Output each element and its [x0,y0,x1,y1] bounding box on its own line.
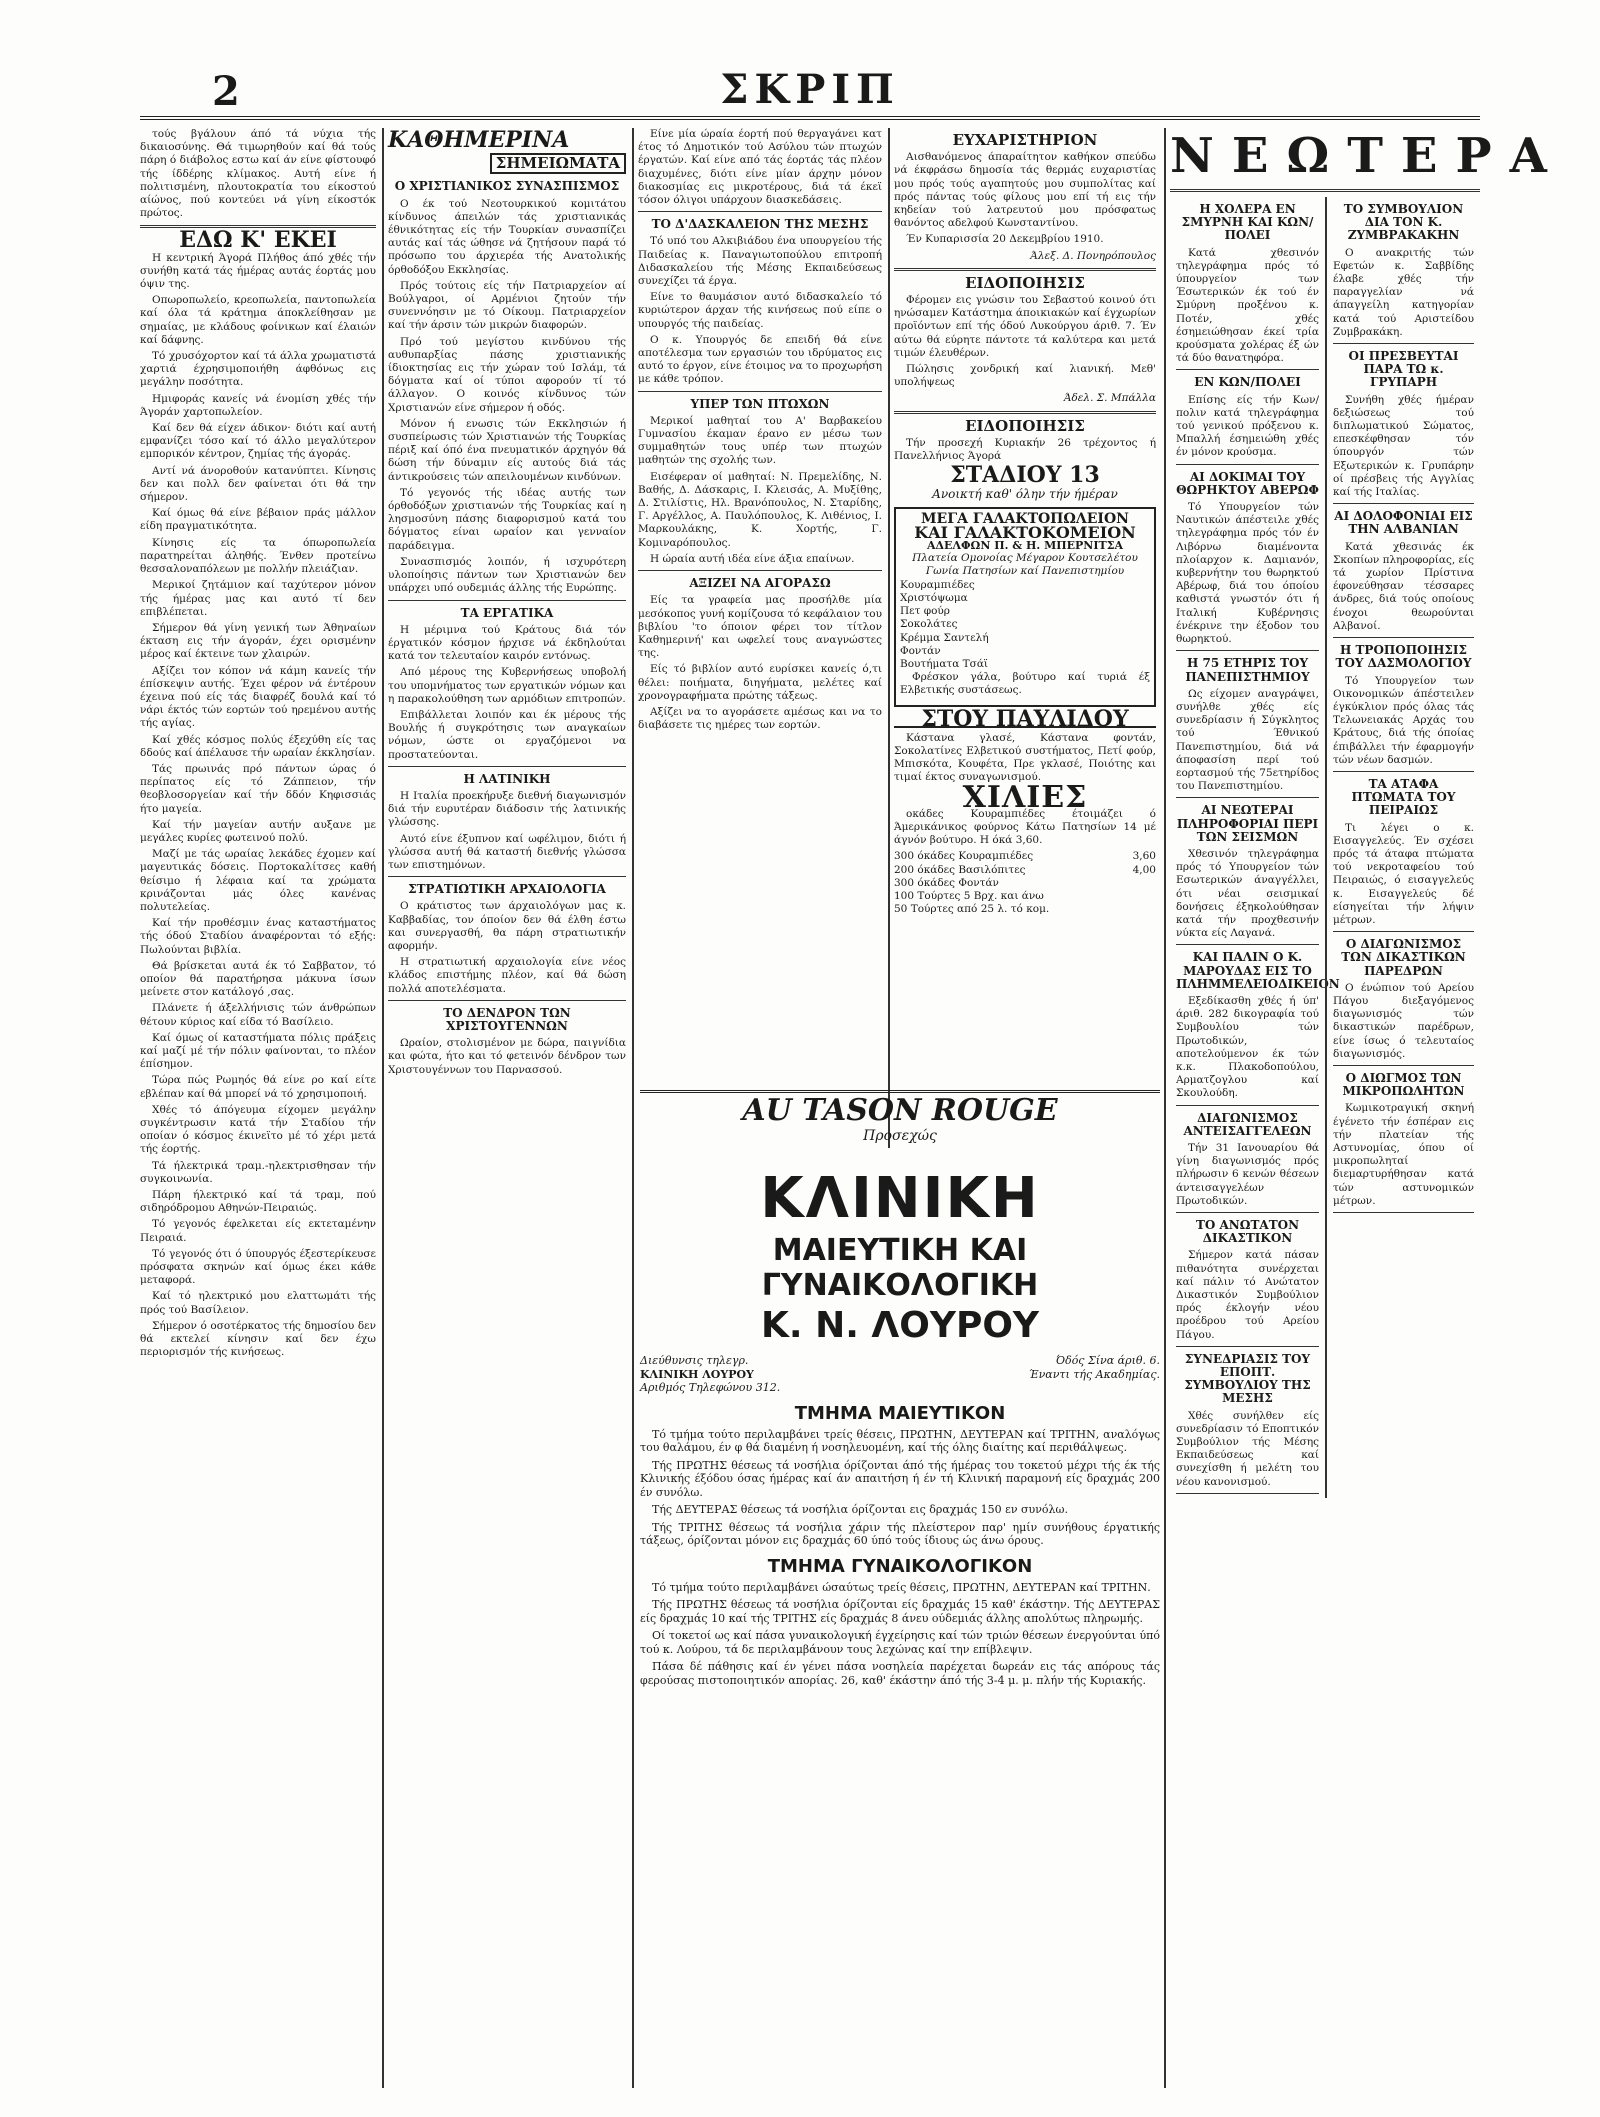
paragraph: Καί όμως οί καταστήματα πόλις πράξεις καί μαζί μέ τήν πόλιν φαίνονται, το πλέον έπίσημον. [140,1031,376,1071]
clinic-phone: Αριθμός Τηλεφώνου 312. [640,1381,781,1394]
section-heading: Ο ΧΡΙΣΤΙΑΝΙΚΟΣ ΣΥΝΑΣΠΙΣΜΟΣ [394,179,620,194]
notice2-text: Τήν προσεχή Κυριακήν 26 τρέχοντος ή Πανελλήνιος Άγορά [894,436,1156,463]
paragraph: Μερικοί ζητάμιον καί ταχύτερον μόνον τής ήμέρας μας και αυτό τί δεν επιβλέπεται. [140,579,376,618]
list-item: Βουτήματα Τσάϊ [900,657,989,670]
thanks-heading: ΕΥΧΑΡΙΣΤΗΡΙΟΝ [952,131,1098,149]
clinic-contact-row [640,1354,1160,1368]
paragraph: Τό υπό του Αλκιβιάδου ένα υπουργείου τής Παιδείας κ. Παναγιωτοπούλου επιτροπή Διδασκαλείου τής Μέσης Εκπαιδεύσεως συνεχίζει τά έργα. [638,235,882,288]
news-heading: Ο ΔΙΑΓΩΝΙΣΜΟΣ ΤΩΝ ΔΙΚΑΣΤΙΚΩΝ ΠΑΡΕΔΡΩΝ [1341,937,1466,978]
column-rule [1164,128,1166,2088]
paragraph: Αξίζει να το αγοράσετε αμέσως και να το διαβάσετε τις ημέρες των εορτών. [638,705,882,732]
list-item: Χριστόψωμα [900,591,968,604]
paragraph: Η στρατιωτική αρχαιολογία είνε νέος κλάδος επιστήμης πλέον, καί θά δώση πολλά αποτελέσματα. [388,956,626,995]
milk-heading-2: ΚΑΙ ΓΑΛΑΚΤΟΚΟΜΕΙΟΝ [914,522,1136,542]
column-4 [894,128,1156,1152]
paragraph: Επιβάλλεται λοιπόν και έκ μέρους τής Βουλής ή συγκρότησις των αναγκαίων νόμων, ώστε οι εργαζόμενοι να προστατεύονται. [388,708,626,761]
paragraph: Ο κ. Υπουργός δε επειδή θά είνε αποτέλεσμα των εργασιών του ιδρύματος εις αυτό το έργον, είνε έτοιμος να το προχωρήση με κάθε τρόπον. [638,333,882,386]
news-text: Επίσης είς τήν Κων/πολιν κατά τηλεγράφημα τού γενικού πρόξενου κ. Μπαλλή έσημειώθη χθές έν μόνον κρούσμα. [1176,393,1319,459]
clinic-contact-row [640,1368,1160,1382]
milk-items-list [900,579,1150,671]
col2-section5-paragraphs [388,1037,626,1077]
clinic-s1-p2: Τής ΠΡΩΤΗΣ θέσεως τά νοσήλια όρίζονται άπό τής ήμέρας του τοκετού μέχρι τής έκ τής Κλινικής έξόδου όσας ήμέρας καί άν απαιτήση ή έν τή Κλινική παραμονή είς δραχμάς 200 έν συνόλω. [640,1458,1160,1499]
paragraph: Καί δεν θά είχεν άδικον· διότι καί αυτή εμφανίζει τόσο καί τό άλλο μεγαλύτερον εμπορικόν κέντρον, ζημίας τής άγοράς. [140,422,376,461]
news-text: Κωμικοτραγική σκηνή έγένετο τήν έσπέραν εις τήν πλατείαν τής Αστυνομίας, όπου οί μικροπωληταί διεμαρτυρήθησαν κατά τών αστυνομικών μέτρων. [1333,1102,1474,1207]
column-2 [388,128,626,2088]
col2-section1-paragraphs [388,198,626,596]
news-heading: ΕΝ ΚΩΝ/ΠΟΛΕΙ [1194,375,1301,390]
paragraph: Καί χθές κόσμος πολύς έξεχύθη είς τας δδούς καί άπέλαυσε τήν ωραίαν έκκλησίαν. [140,733,376,759]
section-heading: ΑΞΙΖΕΙ ΝΑ ΑΓΟΡΑΣΩ [689,576,831,591]
xilies-price-list [894,850,1156,916]
news-heading: ΤΟ ΑΝΩΤΑΤΟΝ ΔΙΚΑΣΤΙΚΟΝ [1195,1218,1300,1246]
paragraph: Μαζί με τάς ωραίας λεκάδες έχομεν καί μαγευτικάς δόσεις. Πορτοκαλίτσες καθή θείσιμο ή λέφαια καί τα χρώματα κρινάζονται μάς όλες κανένας πολυτελείας. [140,848,376,913]
paragraph: Η ώραία αυτή ιδέα είνε άξια επαίνων. [650,552,855,565]
neotera-right-column [1325,197,1480,1498]
price-row [894,903,1156,916]
news-text: Ο ανακριτής τών Εφετών κ. Σαββίδης έλαβε χθές τήν παραγγελίαν νά άπαγγείλη κατηγορίαν κατά τού Αριστείδου Ζυμβρακάκη. [1333,246,1474,338]
news-text: Τό Υπουργείον τών Ναυτικών άπέστειλε χθές τηλεγράφημα πρός τόν έν Λιβόρνω διαμένοντα πλοίαρχον κ. Δαμιανόν, κυβερνήτην του θωρηκτού Αβέρωφ, διά του όποίου καθιστά γνωστόν ότι ή Ιταλική Κυβέρνησις ένέκρινε την έξοδον του θωρηκτού. [1176,501,1319,646]
section-heading: ΤΟ Δ'ΔΑΣΚΑΛΕΙΟΝ ΤΗΣ ΜΕΣΗΣ [651,217,869,232]
col3-section3-paragraphs [638,594,882,732]
paragraph: Αξίζει τον κόπον νά κάμη κανείς τήν έπίσκεψιν αυτής. Έχει φέρον νά έντέρουν έχεινα πού είς τάς διαφρέζ δουλά καί τό νάρι έκτός τών εορτών τού ηρεμένου αυτής τής αγίας. [140,664,376,730]
news-text: Εξεδίκασθη χθές ή ύπ' άριθ. 282 δικογραφία τού Συμβουλίου τών Πρωτοδικών, αποτελούμενον έκ τών κ.κ. Πλακοδοπούλου, Αρματζογλου καί Σκουλούδη. [1176,994,1319,1100]
milk-note: Φρέσκον γάλα, βούτυρο καί τυριά έξ Ελβετικής συστάσεως. [900,671,1150,697]
kathimerina-heading: ΚΑΘΗΜΕΡΙΝΑ [388,127,570,153]
paragraph: Πρό τού μεγίστου κινδύνου τής αυθυπαρξίας πάσης χριστιανικής ίδιοκτησίας εις τήν χώραν τού Ισλάμ, τά δόγματα καί οί τύποι αφορούν τί τό άλλαγον. Ο κοινός κίνδυνος τών Χριστιανών είνε σήμερον ή οδός. [388,335,626,414]
list-item: Σοκολάτες [900,618,958,631]
paragraph: Τό γεγονός τής ιδέας αυτής των όρθοδόξων χριστιανών τής Τουρκίας καί η λησμοσύνη πάσης διαφορισμού κατά του δόγματος είναι ωραίον και γενναίον παράδειγμα. [388,486,626,552]
list-item: Κουραμπιέδες [900,578,975,591]
price-row [894,864,1156,877]
paragraph: Η κεντρική Άγορά Πλήθος άπό χθές τήν συνήθη κατά τάς ήμέρας αυτάς έορτάς μου όψιν της. [140,251,376,291]
news-heading: ΟΙ ΠΡΕΣΒΕΥΤΑΙ ΠΑΡΑ ΤΩ κ. ΓΡΥΠΑΡΗ [1348,349,1459,390]
paragraph: Καί τό ηλεκτρικό μου ελαττωμάτι τής πρός τού Βασίλειον. [140,1290,376,1316]
column-rule [632,128,634,2088]
list-item: Πετ φούρ [900,605,950,618]
paragraph: Η Ιταλία προεκήρυξε διεθνή διαγωνισμόν διά τήν ευρυτέραν διάδοσιν τής λατινικής γλώσσης. [388,789,626,829]
paragraph: Καί τήν μαγείαν αυτήν αυξανε με μεγάλες κυρίες φωτεινού πολύ. [140,818,376,844]
paragraph: Καί όμως θά είνε βέβαιον πράς μάλλον είδη πραγματικότητα. [140,507,376,533]
paragraph: Συνασπισμός λοιπόν, ή ισχυρότερη υλοποίησις πάντων των Χριστιανών δεν υπάρχει υπό ουδεμιάς άλλης τής Ευρώπης. [388,555,626,595]
clinic-contact-row [640,1381,1160,1395]
price-label: 300 όκάδες Κουραμπιέδες [894,850,1034,863]
news-text: Χθές συνήλθεν είς συνεδρίασιν τό Εποπτικόν Συμβούλιον τής Μέσης Εκπαιδεύσεως καί συνεχίσθη ή μελέτη του νέου κανονισμού. [1176,1409,1319,1488]
milk-owners: ΑΔΕΛΦΩΝ Π. & Η. ΜΠΕΡΝΙΤΣΑ [926,539,1124,553]
news-heading: Η ΤΡΟΠΟΠΟΙΗΣΙΣ ΤΟΥ ΔΑΣΜΟΛΟΓΙΟΥ [1335,643,1472,671]
xilies-text: οκάδες Κουραμπιέδες έτοιμάζει ό Άμερικάνικος φούρνος Κάτω Πατησίων 14 μέ άγνόν βούτυρο. Η όκά 3,60. [894,807,1156,847]
neotera-title: ΝΕΩΤΕΡΑ [1170,128,1565,184]
clinic-address-2: Έναντι τής Ακαδημίας. [1028,1367,1160,1381]
paragraph: Τώρα πώς Ρωμηός θά είνε ρο καί είτε εβλέπαν καί θά μπορεί νά τό χρησιμοποιή. [140,1074,376,1100]
list-item: Κρέμμα Σαντελή [900,631,989,644]
paragraph: Σήμερον ό οσοτέρκατος τής δημοσίου δεν θά εκτελεί κίνησιν καί δεν έχω περιορισμόν τής κινήσεως. [140,1319,376,1359]
price-row [894,850,1156,863]
paragraph: Είς τό βιβλίον αυτό ευρίσκει κανείς ό,τι θέλει: ποιήματα, διηγήματα, μελέτες καί χρονογραφήματα πρώτης τάξεως. [638,663,882,702]
paragraph: Από μέρους της Κυβερνήσεως υποβολή του υπομνήματος των εργατικών νόμων και η παρακολούθηση των αρμόδιων επιτροπών. [388,666,626,705]
paragraph: Μερικοί μαθηταί του Α' Βαρβακείου Γυμνασίου έκαμαν έρανο εν μέσω των συμμαθητών τους υπέρ των πτωχών μαθητών της σχολής των. [638,414,882,467]
clinic-type: ΜΑΙΕΥΤΙΚΗ ΚΑΙ ΓΥΝΑΙΚΟΛΟΓΙΚΗ [761,1233,1039,1303]
clinic-telegraph-label: Διεύθυνσις τηλεγρ. [640,1354,749,1367]
news-text: Ο ένώπιον τού Αρείου Πάγου διεξαγόμενος διαγωνισμός τών δικαστικών παρέδρων, είνε ίσως ό τελευταίος διαγωνισμός. [1333,981,1474,1060]
news-text: Τό Υπουργείον των Οικονομικών άπέστειλεν έγκύκλιον πρός όλας τάς Τελωνειακάς Αρχάς του Κράτους, διά τής όποίας έπιβάλλει τήν έφαρμογήν τών νέων δασμών. [1333,674,1474,766]
paragraph: Τάς πρωινάς πρό πάντων ώρας ό περίπατος είς τό Ζάππειον, τήν θεοβλοσοργείαν καί τήν δδόν Κηφισσιάς ήτο μαγεία. [140,762,376,815]
xilies-heading: ΧΙΛΙΕΣ [962,779,1088,815]
news-heading: ΣΥΝΕΔΡΙΑΣΙΣ ΤΟΥ ΕΠΟΠΤ. ΣΥΜΒΟΥΛΙΟΥ ΤΗΣ ΜΕΣΗΣ [1184,1351,1311,1406]
paragraph: Τό γεγονός έφελκεται είς εκτεταμένην Πειραιά. [140,1218,376,1244]
paragraph: Ωραίον, στολισμένον με δώρα, παιγνίδια και φώτα, ήτο και τό φετεινόν δένδρον των Χριστουγέννων του Παρνασσού. [388,1037,626,1076]
paragraph: Καί τήν προθέσμιν ένας καταστήματος τής όδού Σταδίου άναφέρονται τό εξής: Πωλούνται βιβλία. [140,917,376,956]
news-text: Κατά χθεσινάς έκ Σκοπίων πληροφορίας, είς τά χωρίον Πρίστινα έφονεύθησαν τέσσαρες άνδρες, διά τούς οποίους ένοχοι θεωρούνται Αλβανοί. [1333,540,1474,632]
price-value: 3,60 [1132,850,1156,863]
news-heading: ΑΙ ΔΟΛΟΦΟΝΙΑΙ ΕΙΣ ΤΗΝ ΑΛΒΑΝΙΑΝ [1334,509,1473,537]
news-heading: ΚΑΙ ΠΑΛΙΝ Ο Κ. ΜΑΡΟΥΔΑΣ ΕΙΣ ΤΟ ΠΛΗΜΜΕΛΕΙΟΔΙΚΕΙΟΝ [1176,950,1340,991]
page-number: 2 [212,68,240,115]
section-heading: Η ΛΑΤΙΝΙΚΗ [463,771,551,786]
clinic-section-heading: ΤΜΗΜΑ ΓΥΝΑΙΚΟΛΟΓΙΚΟΝ [767,1555,1033,1577]
col1-intro: τούς βγάλουν άπό τά νύχια τής δικαιοσύνης. Θά τιμωρηθούν καί θά τούς πάρη ό διάβολος εστω καί άν είνε φίστουφό τής ίδδέρης κλίμακος. Αυτή είνε ή πολιτισμένη, πλουτοκρατία του είκοστού αίώνος, πού κοντεύει νά γίνη είκοστόκ πρώτος. [140,128,376,220]
paragraph: Είνε το θαυμάσιον αυτό διδασκαλείο τό κυριώτερον άρχαν τής κινήσεως πού είπε ο υπουργός τής παιδείας. [638,291,882,330]
notice-text: Φέρομεν εις γνώσιν του Σεβαστού κοινού ότι ηνώσαμεν Κατάστημα άποικιακών καί έγχωρίων προϊόντων επί τής όδού Λυκούργου άριθ. 7. Έν αύτω θά εύρητε πάντοτε τά καλύτερα και μετά τιμών έλευθέρων. [894,294,1156,359]
paulidou-heading: ΣΤΟΥ ΠΑΥΛΙΔΟΥ [894,713,1156,728]
price-label: 50 Τούρτες από 25 λ. τό κομ. [894,903,1050,916]
clinic-section-heading: ΤΜΗΜΑ ΜΑΙΕΥΤΙΚΟΝ [794,1402,1006,1424]
paragraph: Ο κράτιστος των άρχαιολόγων μας κ. Καββαδίας, τον όποίον δεν θά έλθη έστω και συνεργασθή, θα πάρη στρατιωτικήν αφορμήν. [388,900,626,952]
paragraph: Μόνον ή ενωσις τών Εκκλησιών ή συσπείρωσις τών Χριστιανών τής Τουρκίας πέριξ καί όπό ένα πνευματικόν άρχηγόν θά δώση τήν δύναμιν είς αυτούς διά τάς άντικρούσεις τών απειλουμένων κινδύνων. [388,417,626,483]
rouge-sub: Προσεχώς [863,1128,937,1144]
paragraph: Ο έκ τού Νεοτουρκικού κομιτάτου κίνδυνος άπειλών τάς χριστιανικάς έθνικότητας είς τήν Τουρκίαν συνασπίζει αυτάς καί τάς ώθησε νά ζητήσουν παρά τό πρόσωπο του άρχιερέα τής Ανατολικής όρθοδόξου Εκκλησίας. [388,197,626,276]
col2-section2-paragraphs [388,624,626,762]
paragraph: Αντί νά άνοροθούν κατανύπτει. Κίνησις δεν και πολλ δεν φαίνεται ότι θά την σήμερον. [140,464,376,504]
section-heading: ΣΤΡΑΤΙΩΤΙΚΗ ΑΡΧΑΙΟΛΟΓΙΑ [408,882,606,897]
price-value: 4,00 [1132,863,1156,876]
news-text: Σήμερον κατά πάσαν πιθανότητα συνέρχεται καί πάλιν τό Ανώτατον Δικαστικόν Συμβούλιον πρός έκλογήν νέου προέδρου τού Αρείου Πάγου. [1176,1249,1319,1341]
notice-note: Πώλησις χονδρική καί λιανική. Μεθ' υπολήψεως [894,363,1156,389]
edo-kekei-heading: ΕΔΩ Κ' ΕΚΕΙ [179,227,337,254]
clinic-s2-p2: Τής ΠΡΩΤΗΣ θέσεως τά νοσήλια όρίζονται είς δραχμάς 15 καθ' έκάστην. Τής ΔΕΥΤΕΡΑΣ είς δραχμάς 10 καί τής ΤΡΙΤΗΣ είς δραχμάς 8 άνευ ούδεμιάς άλλης απολύτως πληρωμής. [640,1598,1160,1625]
col2-section3-paragraphs [388,790,626,872]
news-heading: Ο ΔΙΩΓΜΟΣ ΤΩΝ ΜΙΚΡΟΠΩΛΗΤΩΝ [1342,1070,1465,1099]
news-heading: ΑΙ ΝΕΩΤΕΡΑΙ ΠΛΗΡΟΦΟΡΙΑΙ ΠΕΡΙ ΤΩΝ ΣΕΙΣΜΩΝ [1176,803,1319,844]
paragraph: Η μέριμνα τού Κράτους διά τόν έργατικόν κόσμον ήρχισε νά έκδηλούται κατά τον τελευταίον καιρόν εντόνως. [388,623,626,663]
thanks-text: Αισθανόμενος άπαραίτητον καθήκον σπεύδω νά έκφράσω δημοσία τάς θερμάς ευχαριστίας μου πρός τούς αγαπητούς μου συμπολίτας καί πρός πάντας τούς φίλους μου επί τή εις τήν κηδείαν τού λατρευτού μου πρόσφατως θανόντος αδελφού Κωνσταντίνου. [894,151,1156,230]
news-text: Τήν 31 Ιανουαρίου θά γίνη διαγωνισμός πρός πλήρωσιν 6 κενών θέσεων άντεισαγγελέων Πρωτοδικών. [1176,1142,1319,1207]
clinic-s2-p4: Πάσα δέ πάθησις καί έν γένει πάσα νοσηλεία παρέχεται δωρεάν εις τάς απόρους τάς φερούσας πιστοποιητικόν απορίας. 26, καθ' έκάστην άπό τής 3-4 μ. μ. πλήν τής Κυριακής. [640,1660,1160,1687]
news-heading: ΤΑ ΑΤΑΦΑ ΠΤΩΜΑΤΑ ΤΟΥ ΠΕΙΡΑΙΩΣ [1351,776,1456,818]
news-heading: ΑΙ ΔΟΚΙΜΑΙ ΤΟΥ ΘΩΡΗΚΤΟΥ ΑΒΕΡΩΦ [1176,469,1319,497]
stadiou-heading: ΣΤΑΔΙΟΥ 13 [950,462,1100,489]
clinic-address: Όδός Σίνα άριθ. 6. [1055,1354,1160,1367]
milk-heading: ΜΕΓΑ ΓΑΛΑΚΤΟΠΩΛΕΙΟΝ [921,510,1129,527]
news-text: Συνήθη χθές ήμέραν δεξιώσεως τού διπλωματικού Σώματος, επεσκέφθησαν τόν ύπουργόν τών Εξωτερικών κ. Γρυπάρην οί πρέσβεις τής Αγγλίας καί τής Ιταλίας. [1333,393,1474,499]
column-3 [638,128,882,1152]
news-heading: Η ΧΟΛΕΡΑ ΕΝ ΣΜΥΡΝΗ ΚΑΙ ΚΩΝ/ΠΟΛΕΙ [1181,202,1314,243]
col2-section4-paragraphs [388,900,626,995]
news-text: Ως είχομεν αναγράψει, συνήλθε χθές είς συνεδρίασιν ή Σύγκλητος τού Έθνικού Πανεπιστημίου, διά νά άποφασίση περί τού εορτασμού τής 75ετηρίδος του Πανεπιστημίου. [1176,687,1319,793]
clinic-doctor: Κ. Ν. ΛΟΥΡΟΥ [760,1305,1040,1346]
neotera-left-column [1170,197,1340,1498]
milk-address-2: Γωνία Πατησίων καί Πανεπιστημίου [925,565,1125,578]
paragraph: Τά ήλεκτρικά τραμ.-ηλεκτρισθησαν τήν συγκοινωνία. [140,1159,376,1185]
column-rule [888,128,890,1148]
paragraph: Ημιφοράς κανείς νά ένομίση χθές τήν Άγοράν χαρτοπωλείον. [140,392,376,418]
price-row [894,877,1156,890]
section-heading: ΤΟ ΔΕΝΔΡΟΝ ΤΩΝ ΧΡΙΣΤΟΥΓΕΝΝΩΝ [443,1005,571,1033]
neotera-section [1170,128,1565,2088]
paragraph: Είς τα γραφεία μας προσήλθε μία μεσόκοπος γυνή κομίζουσα τό κεφάλαιον του βιβλίου 'το όποιον φέρει τον τίτλον Καθημερινή' και ωφελεί τους αναγνώστες της. [638,594,882,660]
news-heading: ΔΙΑΓΩΝΙΣΜΟΣ ΑΝΤΕΙΣΑΓΓΕΛΕΩΝ [1183,1110,1312,1138]
section-heading: ΤΑ ΕΡΓΑΤΙΚΑ [460,605,554,620]
price-label: 200 όκάδες Βασιλόπιτες [894,863,1026,876]
paragraph: Τό γεγονός ότι ό ύπουργός έξεστερίκευσε πρόσφατα σκηνών καί όμως έκει κάθε μεταφορά. [140,1247,376,1287]
column-1 [140,128,376,2088]
price-row [894,890,1156,903]
thanks-signature: Άλεξ. Δ. Πονηρόπουλος [1030,249,1156,262]
paragraph: Πάρη ήλεκτρικό καί τά τραμ, πού σιδηρόδρομου Αθηνών-Πειραιώς. [140,1189,376,1215]
clinic-s1-text: Τό τμήμα τούτο περιλαμβάνει τρείς θέσεις, ΠΡΩΤΗΝ, ΔΕΥΤΕΡΑΝ καί ΤΡΙΤΗΝ, αναλόγως του θαλάμου, έν φ θά διαμένη ή νοσηλευομένη, καί τής όλης διαίτης καί περιθάλψεως. [640,1427,1160,1454]
notice-signature: Άδελ. Σ. Μπάλλα [1063,392,1156,405]
news-text: Τι λέγει ο κ. Εισαγγελεύς. Έν σχέσει πρός τά άταφα πτώματα τού νεκροταφείου τού Πειραιώς, ό εισαγγελεύς κ. Εισαγγελεύς δέ είσηγείται τήν λήψιν μέτρων. [1333,821,1474,926]
col3-section2-paragraphs [638,415,882,566]
news-text: Χθεσινόν τηλεγράφημα πρός τό Υπουργείον τών Εσωτερικών άναγγέλλει, ότι νέαι σεισμικαί δονήσεις έξηκολούθησαν κατά τήν προχθεσινήν νύκτα είς Λαγανά. [1176,847,1319,940]
paragraph: Κίνησις είς τα όπωροπωλεία παρατηρείται άληθής. Ένθεν προτείνω θεσσαλοναπόλεων με πολλήν πλειάζιαν. [140,536,376,576]
clinic-telegraph: ΚΛΙΝΙΚΗ ΛΟΥΡΟΥ [640,1367,754,1381]
rouge-title: AU TASON ROUGE [742,1093,1058,1128]
column-rule [382,128,384,2088]
paragraph: Πρός τούτοις είς τήν Πατριαρχείον αί Βούλγαροι, οί Αρμένιοι ζητούν τήν συνεννόησιν με τό Οίκουμ. Πατριαρχείον καί τήν άρσιν τών μικρών διαφορών. [388,279,626,332]
news-heading: Η 75 ΕΤΗΡΙΣ ΤΟΥ ΠΑΝΕΠΙΣΤΗΜΙΟΥ [1185,656,1310,684]
paragraph: Χθές τό άπόγευμα είχομεν μεγάλην συγκέντρωσιν κατά τήν Σταδίου τήν οποίαν ό κόσμος έκινεϊτο μέ τό χέρι μετά τής έορτής. [140,1103,376,1156]
milk-address: Πλατεία Ομονοίας Μέγαρον Κουτσελέτου [912,552,1138,565]
stadiou-sub: Ανοικτή καθ' όλην τήν ήμέραν [932,487,1118,502]
notice-heading: ΕΙΔΟΠΟΙΗΣΙΣ [965,273,1085,292]
paragraph: Οπωροπωλείο, κρεοπωλεία, παντοπωλεία καί όλα τά κράτημα άποκλείθησαν με σημαίας, με κλάδους φοίνικων καί έλαιών καί δάφνης. [140,294,376,346]
col1-paragraphs [140,252,376,1360]
price-label: 300 όκάδες Φοντάν [894,876,999,889]
paragraph: Εισέφεραν οί μαθηταί: Ν. Πρεμελίδης, Ν. Βαθής, Δ. Δάσκαρις, Ι. Κλεισάς, Α. Μυξίθης, Δ. Στιλίστις, Ηλ. Βρανόπουλος, Ν. Σταρίδης, Γ. Αργέλλος, Α. Παυλόπουλος, Κ. Λιθένιος, Ι. Μαρκουλάκης, Κ. Χορτής, Γ. Κομιναρόπουλος. [638,470,882,549]
simeiomata-heading: ΣΗΜΕΙΩΜΑΤΑ [490,153,626,174]
paragraph: Αυτό είνε έξυπνον καί ωφέλιμον, διότι ή γλώσσα αυτή θά καταστή διεθνής γλώσσα των επιστημόνων. [388,832,626,871]
clinic-s2-text: Τό τμήμα τούτο περιλαμβάνει ώσαύτως τρείς θέσεις, ΠΡΩΤΗΝ, ΔΕΥΤΕΡΑΝ καί ΤΡΙΤΗΝ. [652,1580,1151,1594]
section-heading: ΥΠΕΡ ΤΩΝ ΠΤΩΧΩΝ [690,396,830,411]
clinic-s1-p4: Τής ΤΡΙΤΗΣ θέσεως τά νοσήλια χάριν τής πλείστερον παρ' ημίν συνήθους έργατικής τάξεως, όρίζονται μόνον εις δραχμάς 60 ύπό τούς ίδιους ώς άνω όρους. [640,1520,1160,1547]
paragraph: Πλάνετε ή άξελλήνισις τών άνθρώπων θέτουν κύριος καί είδα τό Βασίλειο. [140,1002,376,1028]
milk-shop-ad [894,507,1156,707]
clinic-name: ΚΛΙΝΙΚΗ [760,1166,1040,1231]
neotera-columns [1170,197,1480,1498]
thanks-place: Έν Κυπαρισσία 20 Δεκεμβρίου 1910. [906,233,1104,246]
paragraph: Σήμερον θά γίνη γενική των Άθηναίων έκταση εις τήν άγοράν, έχει ορισμένην μέρος καί έκτεινε των χλαιρών. [140,621,376,661]
clinic-ad [640,1162,1160,2092]
news-text: Κατά χθεσινόν τηλεγράφημα πρός τό ύπουργείον των Έσωτερικών έκ τού έν Σμύρνη προξένου κ. Ποτέν, χθές έσημειώθησαν έκεί τρία κρούσματα χολέρας έξ ών τά δύο θανατηφόρα. [1176,246,1319,365]
newspaper-title: ΣΚΡΙΠ [720,66,900,113]
col3-intro: Είνε μία ώραία έορτή πού θεργαγάνει κατ έτος τό Δημοτικόν τού Ασύλου τών πτωχών έργατών. Καί είνε από τάς έορτάς τάς πλέον διαχυμένες, διότι είνε μίαν άρχην μόνον διακοσμίας εις μικροτέρους, διά τά έκεϊ τόσον όλιγοι υπάρχουν διασκεδάσεις. [638,128,882,207]
paragraph: Θά βρίσκεται αυτά έκ τό Σαββατον, τό οποίον θά παρατήρησα μάκυνα ίσων μείνετε στον κατάλογό ,σας. [140,959,376,999]
masthead [140,66,1480,120]
news-heading: ΤΟ ΣΥΜΒΟΥΛΙΟΝ ΔΙΑ ΤΟΝ Κ. ΖΥΜΒΡΑΚΑΚΗΝ [1343,202,1464,243]
price-label: 100 Τούρτες 5 Βρχ. και άνω [894,889,1044,902]
clinic-s2-p3: Οί τοκετοί ως καί πάσα γυναικολογική έγχείρησις καί τών τριών θέσεων ένεργούνται ύπό τού κ. Λούρου, τά δε περιλαμβάνουν τους λεχώνας καί την επίβλεψιν. [640,1629,1160,1656]
paragraph: Τό χρυσόχορτον καί τά άλλα χρωματιστά χαρτιά έχρησιμοποιήθη άφθόνως εις μεγάλην ποσότητα. [140,350,376,389]
col3-section1-paragraphs [638,235,882,386]
paulidou-text: Κάστανα γλασέ, Κάστανα φοντάν, Σοκολατίνες Ελβετικού συστήματος, Πετί φούρ, Μπισκότα, Κουφέτα, Πρε γκλασέ, Ποιότης και τιμαί έκτος συναγωνισμού. [894,731,1156,784]
list-item: Φοντάν [900,644,941,657]
rouge-banner [640,1090,1160,1161]
clinic-s1-p3: Τής ΔΕΥΤΕΡΑΣ θέσεως τά νοσήλια όρίζονται εις δραχμάς 150 εν συνόλω. [652,1503,1068,1516]
notice2-heading: ΕΙΔΟΠΟΙΗΣΙΣ [965,416,1085,435]
